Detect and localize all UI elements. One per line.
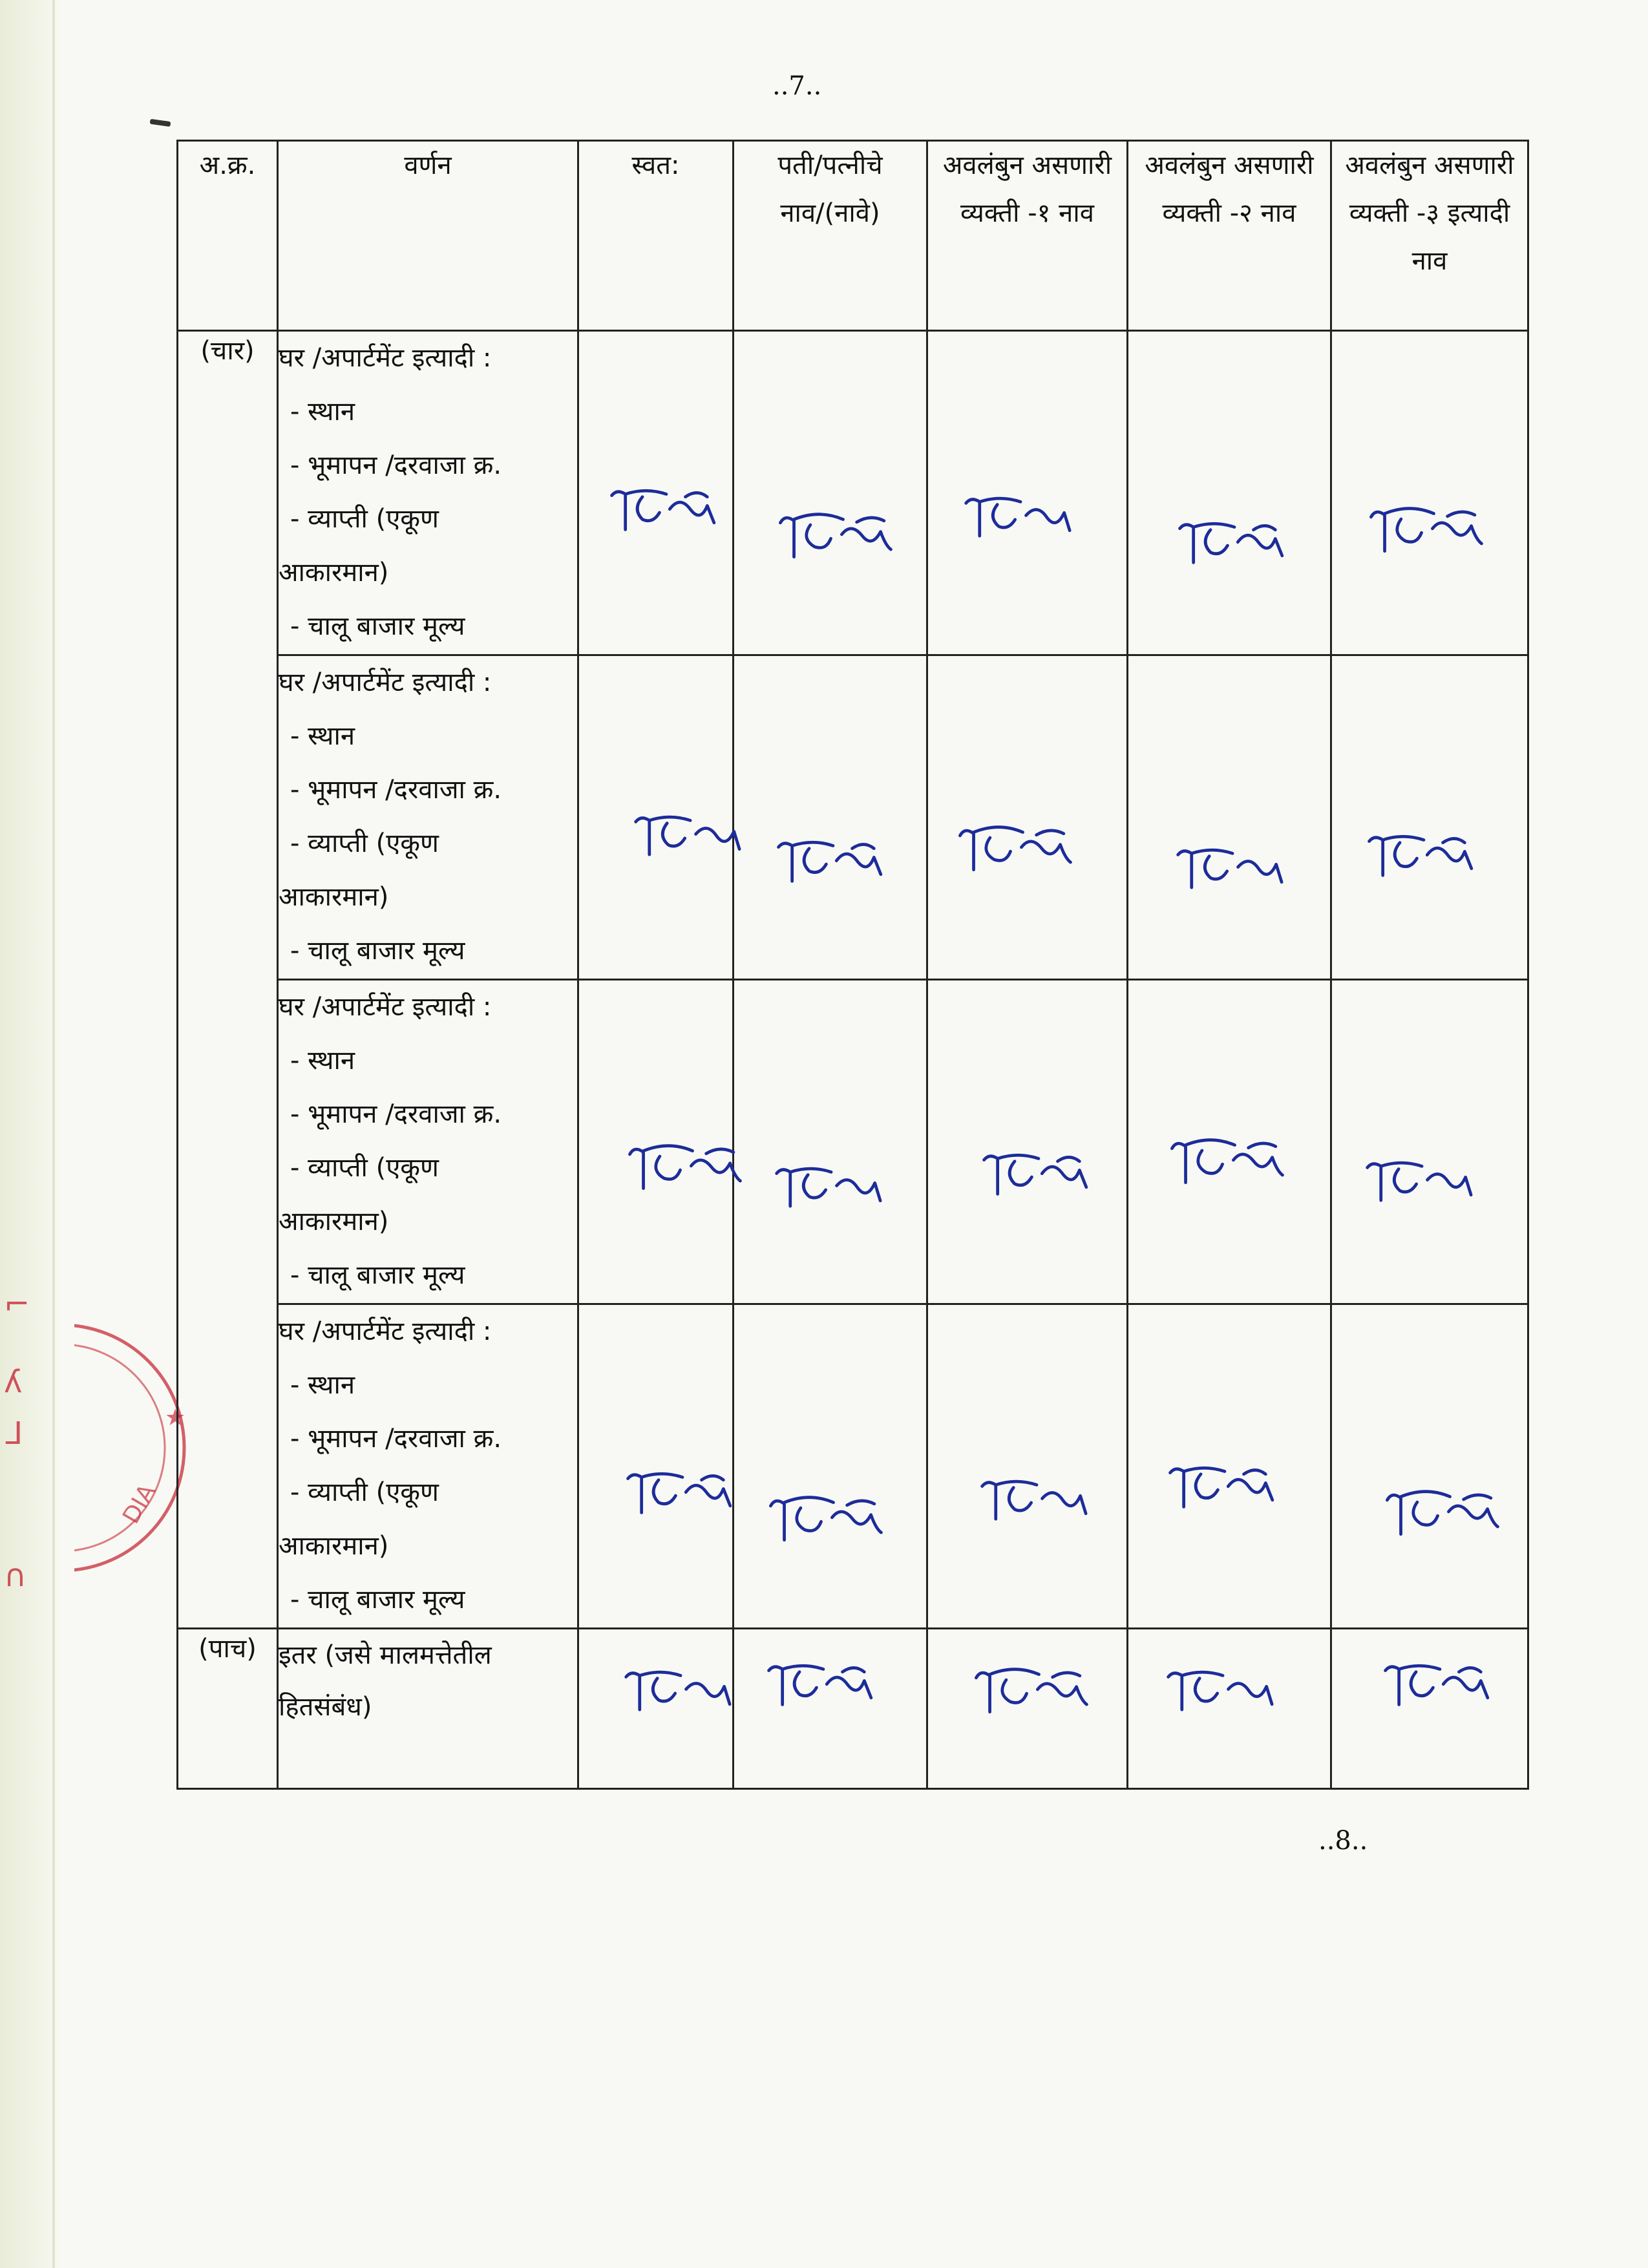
- sig-cell: [1331, 655, 1528, 980]
- handwritten-nirank-signature: [955, 817, 1077, 882]
- item-market-value: - चालू बाजार मूल्य: [290, 1260, 465, 1290]
- sig-cell: [1331, 331, 1528, 655]
- item-extent-cont: आकारमान): [279, 882, 389, 912]
- house-title: घर /अपार्टमेंट इत्यादी :: [279, 343, 492, 373]
- house-description: [278, 1304, 578, 1629]
- handwritten-nirank-signature: [1382, 1481, 1505, 1546]
- item-location: - स्थान: [290, 1370, 355, 1400]
- handwritten-nirank-signature: [618, 1663, 741, 1728]
- header-dependent-1: अवलंबुन असणारी व्यक्ती -१ नाव: [927, 141, 1128, 331]
- handwritten-nirank-signature: [1167, 1130, 1289, 1194]
- sig-cell: [927, 331, 1128, 655]
- sig-cell: [927, 1629, 1128, 1789]
- header-serial: अ.क्र.: [178, 141, 278, 331]
- item-survey-door-no: - भूमापन /दरवाजा क्र.: [290, 450, 502, 480]
- item-extent-cont: आकारमान): [279, 1531, 389, 1561]
- other-line-1: इतर (जसे मालमत्तेतील: [279, 1640, 492, 1670]
- other-description: [278, 1629, 578, 1789]
- table-row: [178, 655, 1528, 980]
- sig-cell: [578, 1304, 734, 1629]
- sig-cell: [1331, 1304, 1528, 1629]
- sig-cell: [578, 655, 734, 980]
- handwritten-nirank-signature: [762, 1655, 885, 1720]
- sig-cell: [734, 331, 927, 655]
- header-spouse: पती/पत्नीचे नाव/(नावे): [734, 141, 927, 331]
- house-title: घर /अपार्टमेंट इत्यादी :: [279, 668, 492, 697]
- table-row: [178, 980, 1528, 1304]
- handwritten-nirank-signature: [765, 1487, 888, 1552]
- handwritten-nirank-signature: [1359, 1154, 1482, 1218]
- sig-cell: [734, 655, 927, 980]
- sig-cell: [578, 331, 734, 655]
- handwritten-nirank-signature: [1160, 1663, 1283, 1728]
- handwritten-nirank-signature: [1173, 513, 1296, 578]
- handwritten-nirank-signature: [1379, 1655, 1501, 1720]
- table-row: [178, 1304, 1528, 1629]
- sig-cell: [1331, 980, 1528, 1304]
- table-row: [178, 331, 1528, 655]
- handwritten-nirank-signature: [1170, 841, 1293, 906]
- handwritten-nirank-signature: [772, 832, 894, 896]
- seal-text: DIA: [118, 1479, 162, 1529]
- sig-cell: [578, 1629, 734, 1789]
- handwritten-nirank-signature: [1362, 826, 1485, 891]
- handwritten-nirank-signature: [775, 504, 898, 569]
- item-extent-cont: आकारमान): [279, 558, 389, 588]
- sig-cell: [578, 980, 734, 1304]
- house-description: [278, 980, 578, 1304]
- handwritten-nirank-signature: [1163, 1457, 1286, 1522]
- house-title: घर /अपार्टमेंट इत्यादी :: [279, 992, 492, 1022]
- sig-cell: [927, 1304, 1128, 1629]
- header-row: [178, 141, 1528, 331]
- item-extent: - व्याप्ती (एकूण: [290, 829, 439, 858]
- item-location: - स्थान: [290, 721, 355, 751]
- item-market-value: - चालू बाजार मूल्य: [290, 611, 465, 641]
- sig-cell: [1128, 1304, 1331, 1629]
- sig-cell: [1128, 1629, 1331, 1789]
- asset-table: [176, 140, 1529, 1790]
- page-number-top: ..7..: [772, 71, 822, 101]
- item-location: - स्थान: [290, 1046, 355, 1076]
- handwritten-nirank-signature: [605, 480, 728, 545]
- handwritten-nirank-signature: [977, 1145, 1100, 1209]
- handwritten-nirank-signature: [1366, 498, 1488, 563]
- handwritten-nirank-signature: [624, 1136, 747, 1200]
- sig-cell: [1128, 980, 1331, 1304]
- table-row: [178, 1629, 1528, 1789]
- item-location: - स्थान: [290, 397, 355, 427]
- item-survey-door-no: - भूमापन /दरवाजा क्र.: [290, 1424, 502, 1454]
- sig-cell: [734, 1629, 927, 1789]
- page-number-bottom: ..8..: [1318, 1826, 1368, 1856]
- sig-cell: [1128, 331, 1331, 655]
- handwritten-nirank-signature: [971, 1659, 1093, 1724]
- svg-text:★: ★: [165, 1404, 186, 1431]
- sig-cell: [734, 980, 927, 1304]
- item-extent: - व्याप्ती (एकूण: [290, 1153, 439, 1183]
- corner-mark: [150, 119, 171, 127]
- page-binding-edge: [0, 0, 61, 2268]
- item-extent: - व्याप्ती (एकूण: [290, 504, 439, 534]
- sig-cell: [1331, 1629, 1528, 1789]
- header-description: वर्णन: [278, 141, 578, 331]
- item-survey-door-no: - भूमापन /दरवाजा क्र.: [290, 1099, 502, 1129]
- house-title: घर /अपार्टमेंट इत्यादी :: [279, 1317, 492, 1346]
- sig-cell: [1128, 655, 1331, 980]
- header-dependent-2: अवलंबुन असणारी व्यक्ती -२ नाव: [1128, 141, 1331, 331]
- sig-cell: [927, 655, 1128, 980]
- handwritten-nirank-signature: [974, 1472, 1097, 1537]
- house-description: [278, 655, 578, 980]
- handwritten-nirank-signature: [768, 1160, 891, 1224]
- serial-four: (चार): [178, 331, 278, 1629]
- item-extent: - व्याप्ती (एकूण: [290, 1478, 439, 1507]
- header-dependent-3: अवलंबुन असणारी व्यक्ती -३ इत्यादी नाव: [1331, 141, 1528, 331]
- handwritten-nirank-signature: [621, 1463, 744, 1528]
- seal-fragments: ⌐ ʎ ᒧ ∩: [4, 1286, 30, 1594]
- house-description: [278, 331, 578, 655]
- serial-five: (पाच): [178, 1629, 278, 1789]
- item-extent-cont: आकारमान): [279, 1207, 389, 1236]
- item-market-value: - चालू बाजार मूल्य: [290, 1585, 465, 1615]
- item-survey-door-no: - भूमापन /दरवाजा क्र.: [290, 775, 502, 805]
- item-market-value: - चालू बाजार मूल्य: [290, 936, 465, 966]
- other-line-2: हितसंबंध): [279, 1692, 372, 1722]
- handwritten-nirank-signature: [628, 808, 750, 873]
- header-self: स्वत:: [578, 141, 734, 331]
- handwritten-nirank-signature: [958, 489, 1081, 554]
- sig-cell: [734, 1304, 927, 1629]
- sig-cell: [927, 980, 1128, 1304]
